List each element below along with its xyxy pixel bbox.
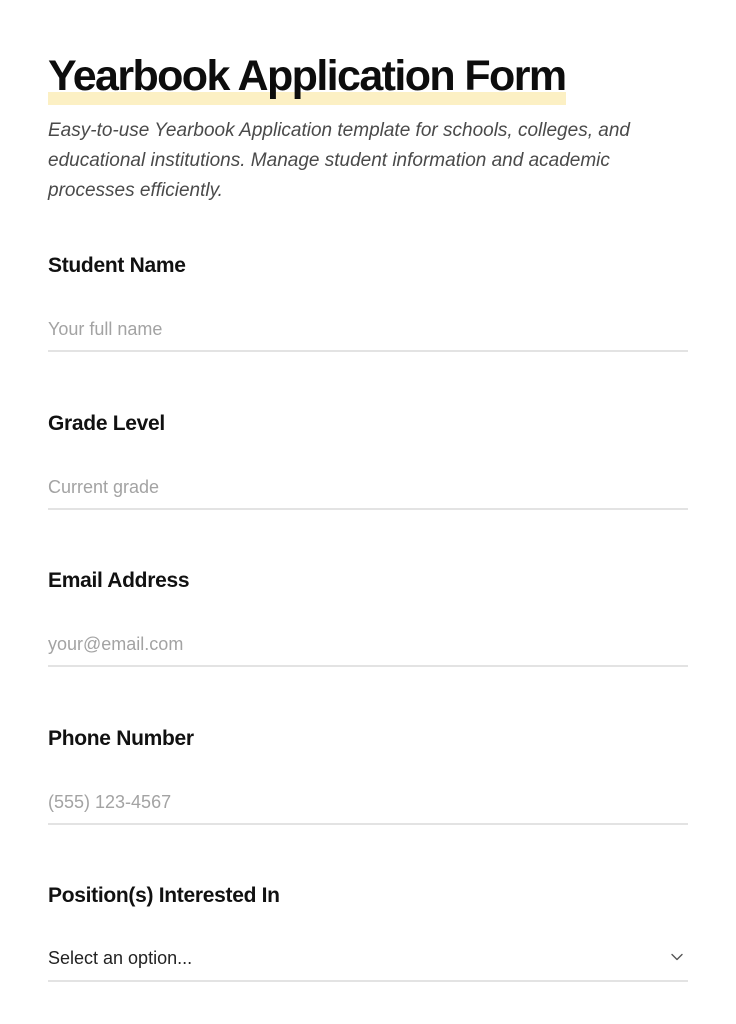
student-name-label: Student Name [48, 254, 186, 277]
positions-select-value: Select an option... [48, 948, 193, 968]
positions-field [48, 882, 688, 982]
email-field [48, 567, 688, 667]
email-label: Email Address [48, 569, 190, 592]
phone-label: Phone Number [48, 727, 194, 750]
phone-input[interactable] [48, 781, 688, 825]
positions-select[interactable] [48, 938, 688, 982]
title-wrap [48, 50, 566, 102]
form-description: Easy-to-use Yearbook Application template for schools, colleges, and educational institutions. Manage student information and academic processes efficiently. [48, 120, 630, 201]
student-name-input[interactable] [48, 308, 688, 352]
phone-field [48, 725, 688, 825]
grade-level-input[interactable] [48, 466, 688, 510]
page-title [48, 50, 566, 102]
chevron-down-icon [670, 950, 684, 964]
student-name-field [48, 252, 688, 352]
grade-level-field [48, 410, 688, 510]
grade-level-label: Grade Level [48, 412, 165, 435]
email-input[interactable] [48, 623, 688, 667]
positions-label: Position(s) Interested In [48, 884, 280, 907]
page-title-text: Yearbook Application Form [48, 52, 566, 100]
